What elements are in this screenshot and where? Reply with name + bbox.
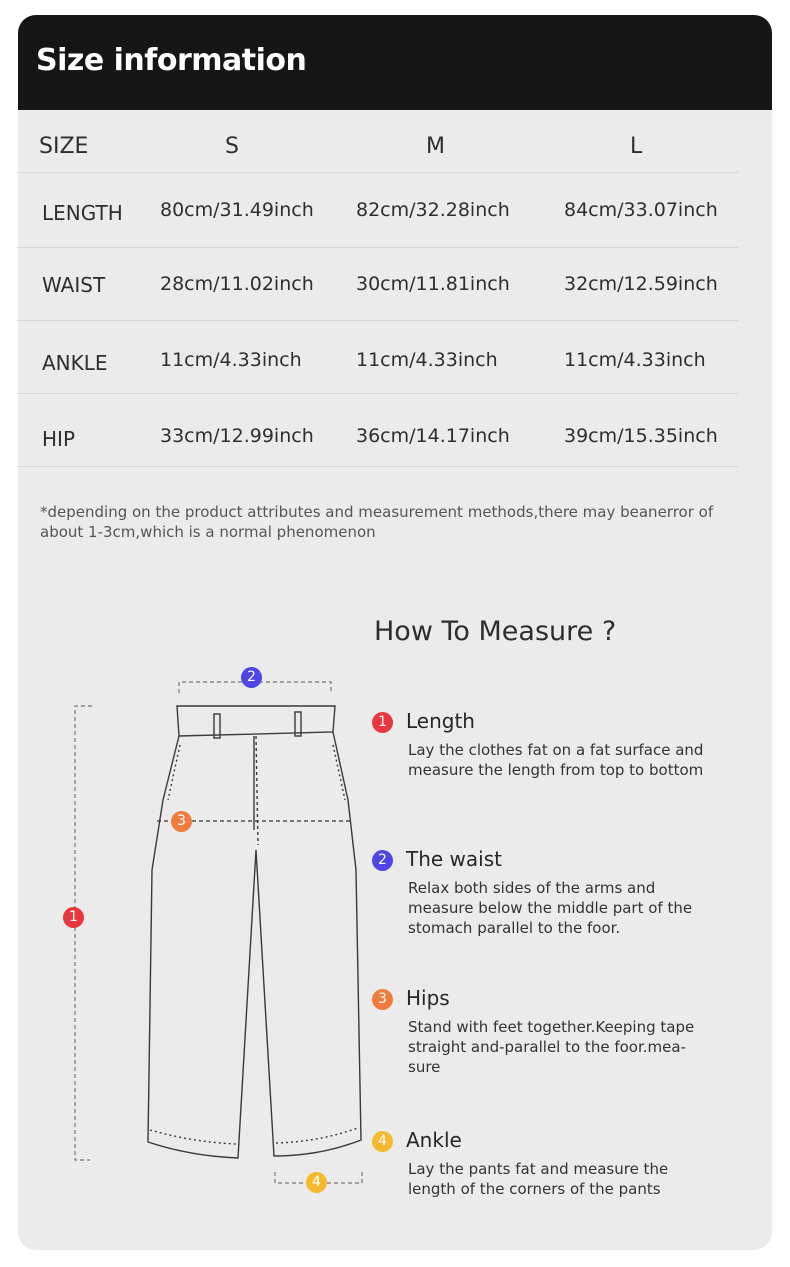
table-cell: 11cm/4.33inch — [160, 349, 302, 371]
table-header-cell: SIZE — [39, 134, 89, 159]
table-cell: 11cm/4.33inch — [564, 349, 706, 371]
number-badge: 3 — [372, 989, 393, 1010]
table-cell: 33cm/12.99inch — [160, 425, 314, 447]
item-description: Relax both sides of the arms and measure below the middle part of the stomach parallel to the foor. — [408, 879, 693, 937]
length-marker: 1 — [63, 907, 84, 928]
row-label: HIP — [42, 427, 75, 451]
table-cell: 28cm/11.02inch — [160, 273, 314, 295]
measure-lines — [75, 682, 362, 1183]
table-cell: 32cm/12.59inch — [564, 273, 718, 295]
hip-marker: 3 — [171, 811, 192, 832]
table-cell: 30cm/11.81inch — [356, 273, 510, 295]
row-label: LENGTH — [42, 201, 123, 225]
pants-outline — [148, 706, 361, 1158]
number-badge: 1 — [372, 712, 393, 733]
table-cell: 82cm/32.28inch — [356, 199, 510, 221]
table-cell: 80cm/31.49inch — [160, 199, 314, 221]
table-cell: 36cm/14.17inch — [356, 425, 510, 447]
table-header-cell: S — [225, 134, 239, 159]
row-label: ANKLE — [42, 351, 108, 375]
item-title: The waist — [406, 847, 502, 871]
item-description: Lay the pants fat and measure the length of the corners of the pants — [408, 1160, 669, 1198]
number-badge: 2 — [372, 850, 393, 871]
item-title: Hips — [406, 986, 450, 1010]
item-description: Stand with feet together.Keeping tape straight and-parallel to the foor.mea-sure — [408, 1018, 695, 1076]
table-cell: 11cm/4.33inch — [356, 349, 498, 371]
page-title: Size information — [36, 43, 307, 78]
table-cell: 39cm/15.35inch — [564, 425, 718, 447]
ankle-marker: 4 — [306, 1172, 327, 1193]
how-to-measure-title: How To Measure ? — [374, 616, 617, 647]
measurement-note: *depending on the product attributes and measurement methods,there may beanerror of about 1-3cm,which is a normal phenomenon — [40, 503, 714, 541]
item-title: Ankle — [406, 1128, 462, 1152]
row-label: WAIST — [42, 273, 106, 297]
item-description: Lay the clothes fat on a fat surface and measure the length from top to bottom — [408, 741, 704, 779]
table-cell: 84cm/33.07inch — [564, 199, 718, 221]
waist-marker: 2 — [241, 667, 262, 688]
table-header-cell: M — [426, 134, 445, 159]
table-header-cell: L — [630, 134, 643, 159]
number-badge: 4 — [372, 1131, 393, 1152]
item-title: Length — [406, 709, 475, 733]
